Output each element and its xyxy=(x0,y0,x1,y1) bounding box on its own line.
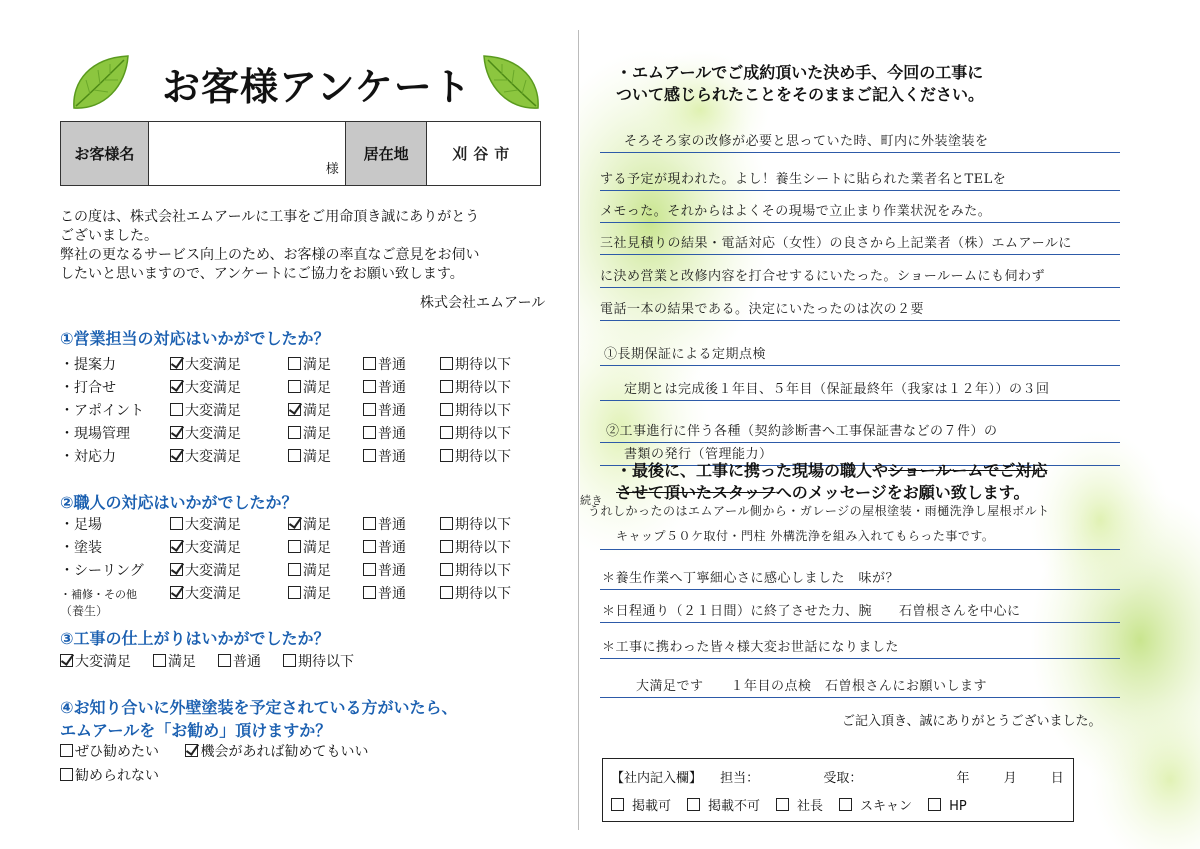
page-divider xyxy=(578,30,579,830)
checkbox[interactable] xyxy=(440,403,453,416)
rating-option[interactable] xyxy=(60,654,131,670)
question-3-options xyxy=(60,651,376,671)
survey-title: お客様アンケート xyxy=(162,65,472,109)
rating-option[interactable] xyxy=(363,537,406,557)
handwritten-line: する予定が現われた。よし！養生シートに貼られた業者名とTELを xyxy=(600,172,1007,187)
option-label: 期待以下 xyxy=(298,654,354,670)
survey-left-page xyxy=(0,0,578,849)
option-label: 大変満足 xyxy=(75,654,131,670)
intro-line: ございました。 xyxy=(60,228,158,244)
ruled-line xyxy=(600,222,1120,223)
checkbox[interactable] xyxy=(363,357,376,370)
customer-name-label: お客様名 xyxy=(61,122,149,185)
option-label: 期待以下 xyxy=(455,357,511,373)
rating-option[interactable] xyxy=(170,377,241,397)
handwritten-line: そろそろ家の改修が必要と思っていた時、町内に外装塗装を xyxy=(624,134,989,149)
checkbox[interactable] xyxy=(440,357,453,370)
name-suffix: 様 xyxy=(325,162,339,177)
ruled-line xyxy=(600,622,1120,623)
checkbox-checked[interactable] xyxy=(170,586,183,599)
ruled-line xyxy=(600,320,1120,321)
rating-option[interactable] xyxy=(440,400,511,420)
checkbox-checked[interactable] xyxy=(288,403,301,416)
handwritten-line: 定期とは完成後１年目、５年目（保証最終年（我家は１２年））の３回 xyxy=(624,382,1050,397)
option-label: 満足 xyxy=(303,563,331,579)
option-label: 期待以下 xyxy=(455,563,511,579)
checkbox[interactable] xyxy=(440,517,453,530)
received-field[interactable]: 受取： xyxy=(823,771,863,786)
option-label: 期待以下 xyxy=(455,586,511,602)
option-label: 期待以下 xyxy=(455,449,511,465)
checkbox-checked[interactable] xyxy=(170,357,183,370)
message-question-2 xyxy=(616,460,1156,504)
option-label: 満足 xyxy=(303,403,331,419)
question-line: へのメッセージをお願い致します。 xyxy=(775,483,1030,502)
handwritten-line: ＊工事に携わった皆々様大変お世話になりました xyxy=(602,640,899,655)
checkbox-checked[interactable] xyxy=(170,449,183,462)
struck-text: させて頂いたスタッフ xyxy=(616,483,776,502)
rating-option[interactable] xyxy=(170,423,241,443)
option-label: 満足 xyxy=(168,654,196,670)
checkbox[interactable] xyxy=(288,426,301,439)
rating-option[interactable] xyxy=(288,583,331,603)
option-label: 掲載不可 xyxy=(708,799,761,814)
option-label: 期待以下 xyxy=(455,426,511,442)
leaf-icon xyxy=(70,52,132,112)
rating-option[interactable] xyxy=(170,400,241,420)
option-label: ぜひ勧めたい xyxy=(75,744,159,760)
leaf-icon xyxy=(480,52,542,112)
company-name: 株式会社エムアール xyxy=(420,295,546,311)
rating-option[interactable] xyxy=(288,400,331,420)
ruled-line xyxy=(600,254,1120,255)
ruled-line xyxy=(600,287,1120,288)
option-label: 期待以下 xyxy=(455,380,511,396)
option-label: 大変満足 xyxy=(185,380,241,396)
option-label: 普通 xyxy=(378,357,406,373)
checkbox[interactable] xyxy=(170,517,183,530)
rating-option[interactable] xyxy=(288,446,331,466)
option-label: HP xyxy=(949,799,967,814)
question-4-title-line1: ④お知り合いに外壁塗装を予定されている方がいたら、 xyxy=(60,698,458,717)
option-label: 機会があれば勧めてもいい xyxy=(200,744,369,760)
option-maybe-recommend[interactable] xyxy=(185,744,368,760)
rating-item-label: ・足場 xyxy=(60,517,102,533)
office-use-box xyxy=(602,758,1074,822)
handwritten-line: に決め営業と改修内容を打合せするにいたった。ショールームにも伺わず xyxy=(600,269,1045,284)
customer-name-field[interactable] xyxy=(149,122,346,185)
question-4-title-line2: エムアールを「お勧め」頂けますか？ xyxy=(60,721,332,740)
option-label: 満足 xyxy=(303,380,331,396)
rating-option[interactable] xyxy=(363,423,406,443)
checkbox[interactable] xyxy=(839,798,852,811)
ruled-line xyxy=(600,190,1120,191)
rating-option[interactable] xyxy=(170,560,241,580)
intro-line: 弊社の更なるサービス向上のため、お客様の率直なご意見をお伺い xyxy=(60,247,480,263)
checkbox[interactable] xyxy=(288,586,301,599)
rating-option[interactable] xyxy=(440,446,511,466)
rating-option[interactable] xyxy=(440,583,511,603)
question-line: ついて感じられたことをそのままご記入ください。 xyxy=(616,85,985,104)
option-label: 期待以下 xyxy=(455,517,511,533)
option-label: 大変満足 xyxy=(185,426,241,442)
checkbox-checked[interactable] xyxy=(288,517,301,530)
year-label: 年 xyxy=(956,771,970,786)
checkbox[interactable] xyxy=(288,563,301,576)
office-check-option[interactable] xyxy=(611,799,679,814)
option-label: 大変満足 xyxy=(185,586,241,602)
checkbox[interactable] xyxy=(440,449,453,462)
struck-text: ショールームでご対応 xyxy=(888,461,1048,480)
option-label: 掲載可 xyxy=(632,799,672,814)
option-label: 社長 xyxy=(797,799,824,814)
checkbox[interactable] xyxy=(288,357,301,370)
office-check-option[interactable] xyxy=(776,799,831,814)
rating-option[interactable] xyxy=(288,537,331,557)
rating-option[interactable] xyxy=(288,377,331,397)
checkbox[interactable] xyxy=(153,654,166,667)
option-label: 満足 xyxy=(303,449,331,465)
checkbox[interactable] xyxy=(687,798,700,811)
question-1-title: ①営業担当の対応はいかがでしたか？ xyxy=(60,329,330,348)
option-label: 大変満足 xyxy=(185,540,241,556)
checkbox-checked[interactable] xyxy=(60,654,73,667)
rating-item-label: ・アポイント xyxy=(60,403,144,419)
checkbox[interactable] xyxy=(288,449,301,462)
option-label: 満足 xyxy=(303,426,331,442)
option-label: 大変満足 xyxy=(185,357,241,373)
checkbox[interactable] xyxy=(363,563,376,576)
ruled-line xyxy=(600,697,1120,698)
rating-option[interactable] xyxy=(218,654,261,670)
option-label: 普通 xyxy=(378,380,406,396)
handwritten-line: 大満足です １年目の点検 石曽根さんにお願いします xyxy=(636,679,988,694)
checkbox[interactable] xyxy=(363,517,376,530)
checkbox-checked[interactable] xyxy=(170,540,183,553)
address-label: 居在地 xyxy=(346,122,428,185)
address-field[interactable]: 刈谷市 xyxy=(452,145,516,163)
survey-right-page xyxy=(580,0,1200,849)
rating-option[interactable] xyxy=(363,560,406,580)
question-4-options xyxy=(60,741,390,761)
office-label: 【社内記入欄】 xyxy=(611,771,703,786)
question-2-title: ②職人の対応はいかがでしたか？ xyxy=(60,493,298,512)
option-label: 満足 xyxy=(303,357,331,373)
option-label: スキャン xyxy=(860,799,913,814)
ruled-line xyxy=(600,549,1120,550)
handwritten-line: ①長期保証による定期点検 xyxy=(604,347,767,362)
rating-item-label: ・塗装 xyxy=(60,540,102,556)
rating-option[interactable] xyxy=(363,400,406,420)
option-label: 大変満足 xyxy=(185,403,241,419)
option-label: 大変満足 xyxy=(185,517,241,533)
rating-option[interactable] xyxy=(440,537,511,557)
checkbox[interactable] xyxy=(363,403,376,416)
option-label: 大変満足 xyxy=(185,449,241,465)
option-label: 普通 xyxy=(378,540,406,556)
rating-option[interactable] xyxy=(288,423,331,443)
checkbox[interactable] xyxy=(218,654,231,667)
rating-option[interactable] xyxy=(440,354,511,374)
rating-option[interactable] xyxy=(170,514,241,534)
option-recommend[interactable] xyxy=(60,744,159,760)
checkbox[interactable] xyxy=(440,380,453,393)
ruled-line xyxy=(600,589,1120,590)
question-4-options-2 xyxy=(60,765,159,785)
option-label: 満足 xyxy=(303,517,331,533)
checkbox[interactable] xyxy=(363,540,376,553)
checkbox[interactable] xyxy=(288,380,301,393)
month-label: 月 xyxy=(1003,771,1017,786)
rating-option[interactable] xyxy=(170,354,241,374)
handwritten-line: ＊日程通り（２１日間）に終了させた力、腕 石曽根さんを中心に xyxy=(602,604,1021,619)
ruled-line xyxy=(600,152,1120,153)
ruled-line xyxy=(600,400,1120,401)
checkbox-checked[interactable] xyxy=(170,380,183,393)
option-label: 普通 xyxy=(233,654,261,670)
checkbox[interactable] xyxy=(440,426,453,439)
rating-item-label: ・打合せ xyxy=(60,380,116,396)
checkbox[interactable] xyxy=(363,449,376,462)
checkbox[interactable] xyxy=(363,586,376,599)
handwritten-line: ②工事進行に伴う各種（契約診断書へ工事保証書などの７件）の xyxy=(606,424,998,439)
rating-option[interactable] xyxy=(363,377,406,397)
rating-option[interactable] xyxy=(440,423,511,443)
checkbox-checked[interactable] xyxy=(170,563,183,576)
checkbox[interactable] xyxy=(776,798,789,811)
office-row-1 xyxy=(611,767,1078,786)
survey-header xyxy=(70,48,540,116)
rating-option[interactable] xyxy=(440,560,511,580)
rating-item-label: ・シーリング xyxy=(60,563,144,579)
option-label: 普通 xyxy=(378,517,406,533)
handwritten-line: 書類の発行（管理能力） xyxy=(624,447,773,462)
rating-item-label: ・現場管理 xyxy=(60,426,130,442)
office-check-option[interactable] xyxy=(687,799,768,814)
staff-field[interactable]: 担当： xyxy=(720,771,760,786)
handwritten-line: メモった。それからはよくその現場で立止まり作業状況をみた。 xyxy=(600,204,992,219)
office-check-option[interactable] xyxy=(928,799,975,814)
option-label: 普通 xyxy=(378,426,406,442)
rating-option[interactable] xyxy=(288,514,331,534)
handwritten-line: ＊養生作業へ丁寧細心さに感心しました 味が？ xyxy=(602,571,900,586)
message-question-1 xyxy=(616,62,1156,106)
question-line: ・エムアールでご成約頂いた決め手、今回の工事に xyxy=(616,63,984,82)
repair-note: （養生） xyxy=(60,604,109,618)
option-label: 普通 xyxy=(378,586,406,602)
handwritten-line: 電話一本の結果である。決定にいたったのは次の２要 xyxy=(600,302,925,317)
option-label: 期待以下 xyxy=(455,540,511,556)
handwritten-line: キャップ５０ケ取付・門柱 外構洗浄を組み入れてもらった事です。 xyxy=(616,529,995,543)
checkbox-checked[interactable] xyxy=(185,744,198,757)
checkbox[interactable] xyxy=(440,540,453,553)
rating-option[interactable] xyxy=(363,514,406,534)
checkbox[interactable] xyxy=(363,426,376,439)
checkbox[interactable] xyxy=(60,744,73,757)
option-label: 勧められない xyxy=(75,768,159,784)
rating-option[interactable] xyxy=(363,354,406,374)
rating-option[interactable] xyxy=(363,446,406,466)
checkbox-checked[interactable] xyxy=(170,426,183,439)
rating-item-label: ・補修・その他 xyxy=(60,588,137,601)
office-check-option[interactable] xyxy=(839,799,920,814)
checkbox[interactable] xyxy=(440,586,453,599)
checkbox[interactable] xyxy=(440,563,453,576)
ruled-line xyxy=(600,658,1120,659)
checkbox[interactable] xyxy=(928,798,941,811)
rating-item-label: ・対応力 xyxy=(60,449,116,465)
checkbox[interactable] xyxy=(288,540,301,553)
checkbox[interactable] xyxy=(611,798,624,811)
rating-option[interactable] xyxy=(440,514,511,534)
option-cannot-recommend[interactable] xyxy=(60,768,159,784)
checkbox[interactable] xyxy=(60,768,73,781)
intro-line: この度は、株式会社エムアールに工事をご用命頂き誠にありがとう xyxy=(60,209,480,225)
question-3-title: ③工事の仕上がりはいかがでしたか？ xyxy=(60,629,330,648)
handwritten-line: 三社見積りの結果・電話対応（女性）の良さから上記業者（株）エムアールに xyxy=(600,236,1072,251)
rating-option[interactable] xyxy=(288,354,331,374)
option-label: 普通 xyxy=(378,403,406,419)
checkbox[interactable] xyxy=(363,380,376,393)
rating-option[interactable] xyxy=(170,537,241,557)
option-label: 普通 xyxy=(378,449,406,465)
option-label: 満足 xyxy=(303,540,331,556)
rating-item-label: ・提案力 xyxy=(60,357,116,373)
office-checkboxes xyxy=(611,795,983,814)
option-label: 普通 xyxy=(378,563,406,579)
option-label: 満足 xyxy=(303,586,331,602)
rating-option[interactable] xyxy=(170,446,241,466)
ruled-line xyxy=(600,365,1120,366)
closing-message: ご記入頂き、誠にありがとうございました。 xyxy=(842,714,1102,729)
checkbox[interactable] xyxy=(283,654,296,667)
rating-option[interactable] xyxy=(288,560,331,580)
option-label: 大変満足 xyxy=(185,563,241,579)
rating-option[interactable] xyxy=(440,377,511,397)
customer-info-table xyxy=(60,121,541,186)
checkbox[interactable] xyxy=(170,403,183,416)
day-label: 日 xyxy=(1050,771,1064,786)
rating-option[interactable] xyxy=(153,654,196,670)
handwritten-line: うれしかったのはエムアール側から・ガレージの屋根塗装・雨樋洗浄し屋根ボルト xyxy=(588,504,1050,518)
rating-option[interactable] xyxy=(170,583,241,603)
rating-option[interactable] xyxy=(363,583,406,603)
intro-text xyxy=(60,208,560,284)
option-label: 期待以下 xyxy=(455,403,511,419)
continued-mark: 続き xyxy=(580,494,603,507)
intro-line: したいと思いますので、アンケートにご協力をお願い致します。 xyxy=(60,266,464,282)
rating-option[interactable] xyxy=(283,654,354,670)
question-line: ・最後に、工事に携った現場の職人や xyxy=(616,461,889,480)
